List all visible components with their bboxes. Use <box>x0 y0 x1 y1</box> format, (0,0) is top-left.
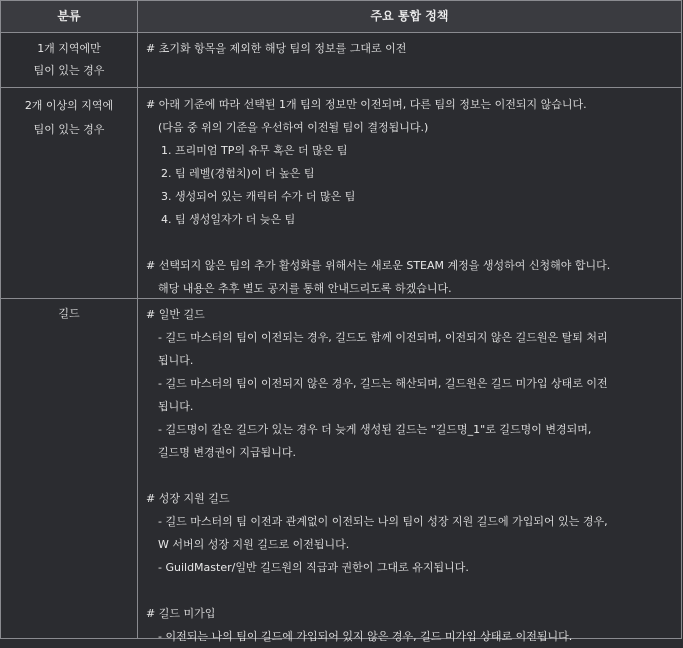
policy-line: - 길드 마스터의 팀 이전과 관계없이 이전되는 나의 팀이 성장 지원 길드에 가입되어 있는 경우, <box>158 515 608 528</box>
category-line: 팀이 있는 경우 <box>33 64 105 77</box>
policy-line: - GuildMaster/일반 길드원의 직급과 권한이 그대로 유지됩니다. <box>158 561 469 574</box>
category-line: 길드 <box>58 307 80 320</box>
policy-line: 됩니다. <box>158 354 194 367</box>
policy-line: # 초기화 항목을 제외한 해당 팀의 정보를 그대로 이전 <box>146 42 407 55</box>
category-line: 2개 이상의 지역에 <box>24 99 114 112</box>
policy-line: 됩니다. <box>158 400 194 413</box>
policy-line: # 선택되지 않은 팀의 추가 활성화를 위해서는 새로운 STEAM 계정을 생성하여 신청해야 합니다. <box>146 259 611 272</box>
policy-line: - 길드명이 같은 길드가 있는 경우 더 늦게 생성된 길드는 "길드명_1"로 길드명이 변경되며, <box>158 423 592 436</box>
policy-line: # 길드 미가입 <box>146 607 216 620</box>
table-row-guild <box>1 299 681 643</box>
policy-line <box>146 464 676 487</box>
category-line: 팀이 있는 경우 <box>33 123 105 136</box>
category-line: 1개 지역에만 <box>37 42 101 55</box>
policy-cell <box>146 93 676 300</box>
policy-line <box>146 231 676 254</box>
table-row-multi-region <box>1 88 681 299</box>
policy-line: 길드명 변경권이 지급됩니다. <box>158 446 297 459</box>
table-header <box>1 1 681 33</box>
category-cell <box>1 38 137 82</box>
policy-line: 3. 생성되어 있는 캐릭터 수가 더 많은 팀 <box>161 190 356 203</box>
policy-line: # 일반 길드 <box>146 308 205 321</box>
category-cell <box>1 303 137 325</box>
policy-line: - 길드 마스터의 팀이 이전되는 경우, 길드도 함께 이전되며, 이전되지 않은 길드원은 탈퇴 처리 <box>158 331 608 344</box>
policy-line: # 아래 기준에 따라 선택된 1개 팀의 정보만 이전되며, 다른 팀의 정보는 이전되지 않습니다. <box>146 98 587 111</box>
policy-line: 1. 프리미엄 TP의 유무 혹은 더 많은 팀 <box>161 144 348 157</box>
policy-line: - 길드 마스터의 팀이 이전되지 않은 경우, 길드는 해산되며, 길드원은 길드 미가입 상태로 이전 <box>158 377 608 390</box>
policy-cell <box>146 303 676 648</box>
policy-line: 4. 팀 생성일자가 더 늦은 팀 <box>161 213 296 226</box>
policy-cell <box>146 37 676 60</box>
header-category: 분류 <box>57 9 81 23</box>
policy-line: W 서버의 성장 지원 길드로 이전됩니다. <box>158 538 350 551</box>
policy-line: # 성장 지원 길드 <box>146 492 230 505</box>
header-policy: 주요 통합 정책 <box>370 9 449 23</box>
policy-line: (다음 중 위의 기준을 우선하여 이전될 팀이 결정됩니다.) <box>158 121 429 134</box>
policy-line: 2. 팀 레벨(경험치)이 더 높은 팀 <box>161 167 315 180</box>
policy-line: 해당 내용은 추후 별도 공지를 통해 안내드리도록 하겠습니다. <box>158 282 452 295</box>
category-cell <box>1 94 137 142</box>
policy-line: - 이전되는 나의 팀이 길드에 가입되어 있지 않은 경우, 길드 미가입 상태로 이전됩니다. <box>158 630 573 643</box>
policy-line <box>146 579 676 602</box>
table-row-single-region <box>1 33 681 88</box>
